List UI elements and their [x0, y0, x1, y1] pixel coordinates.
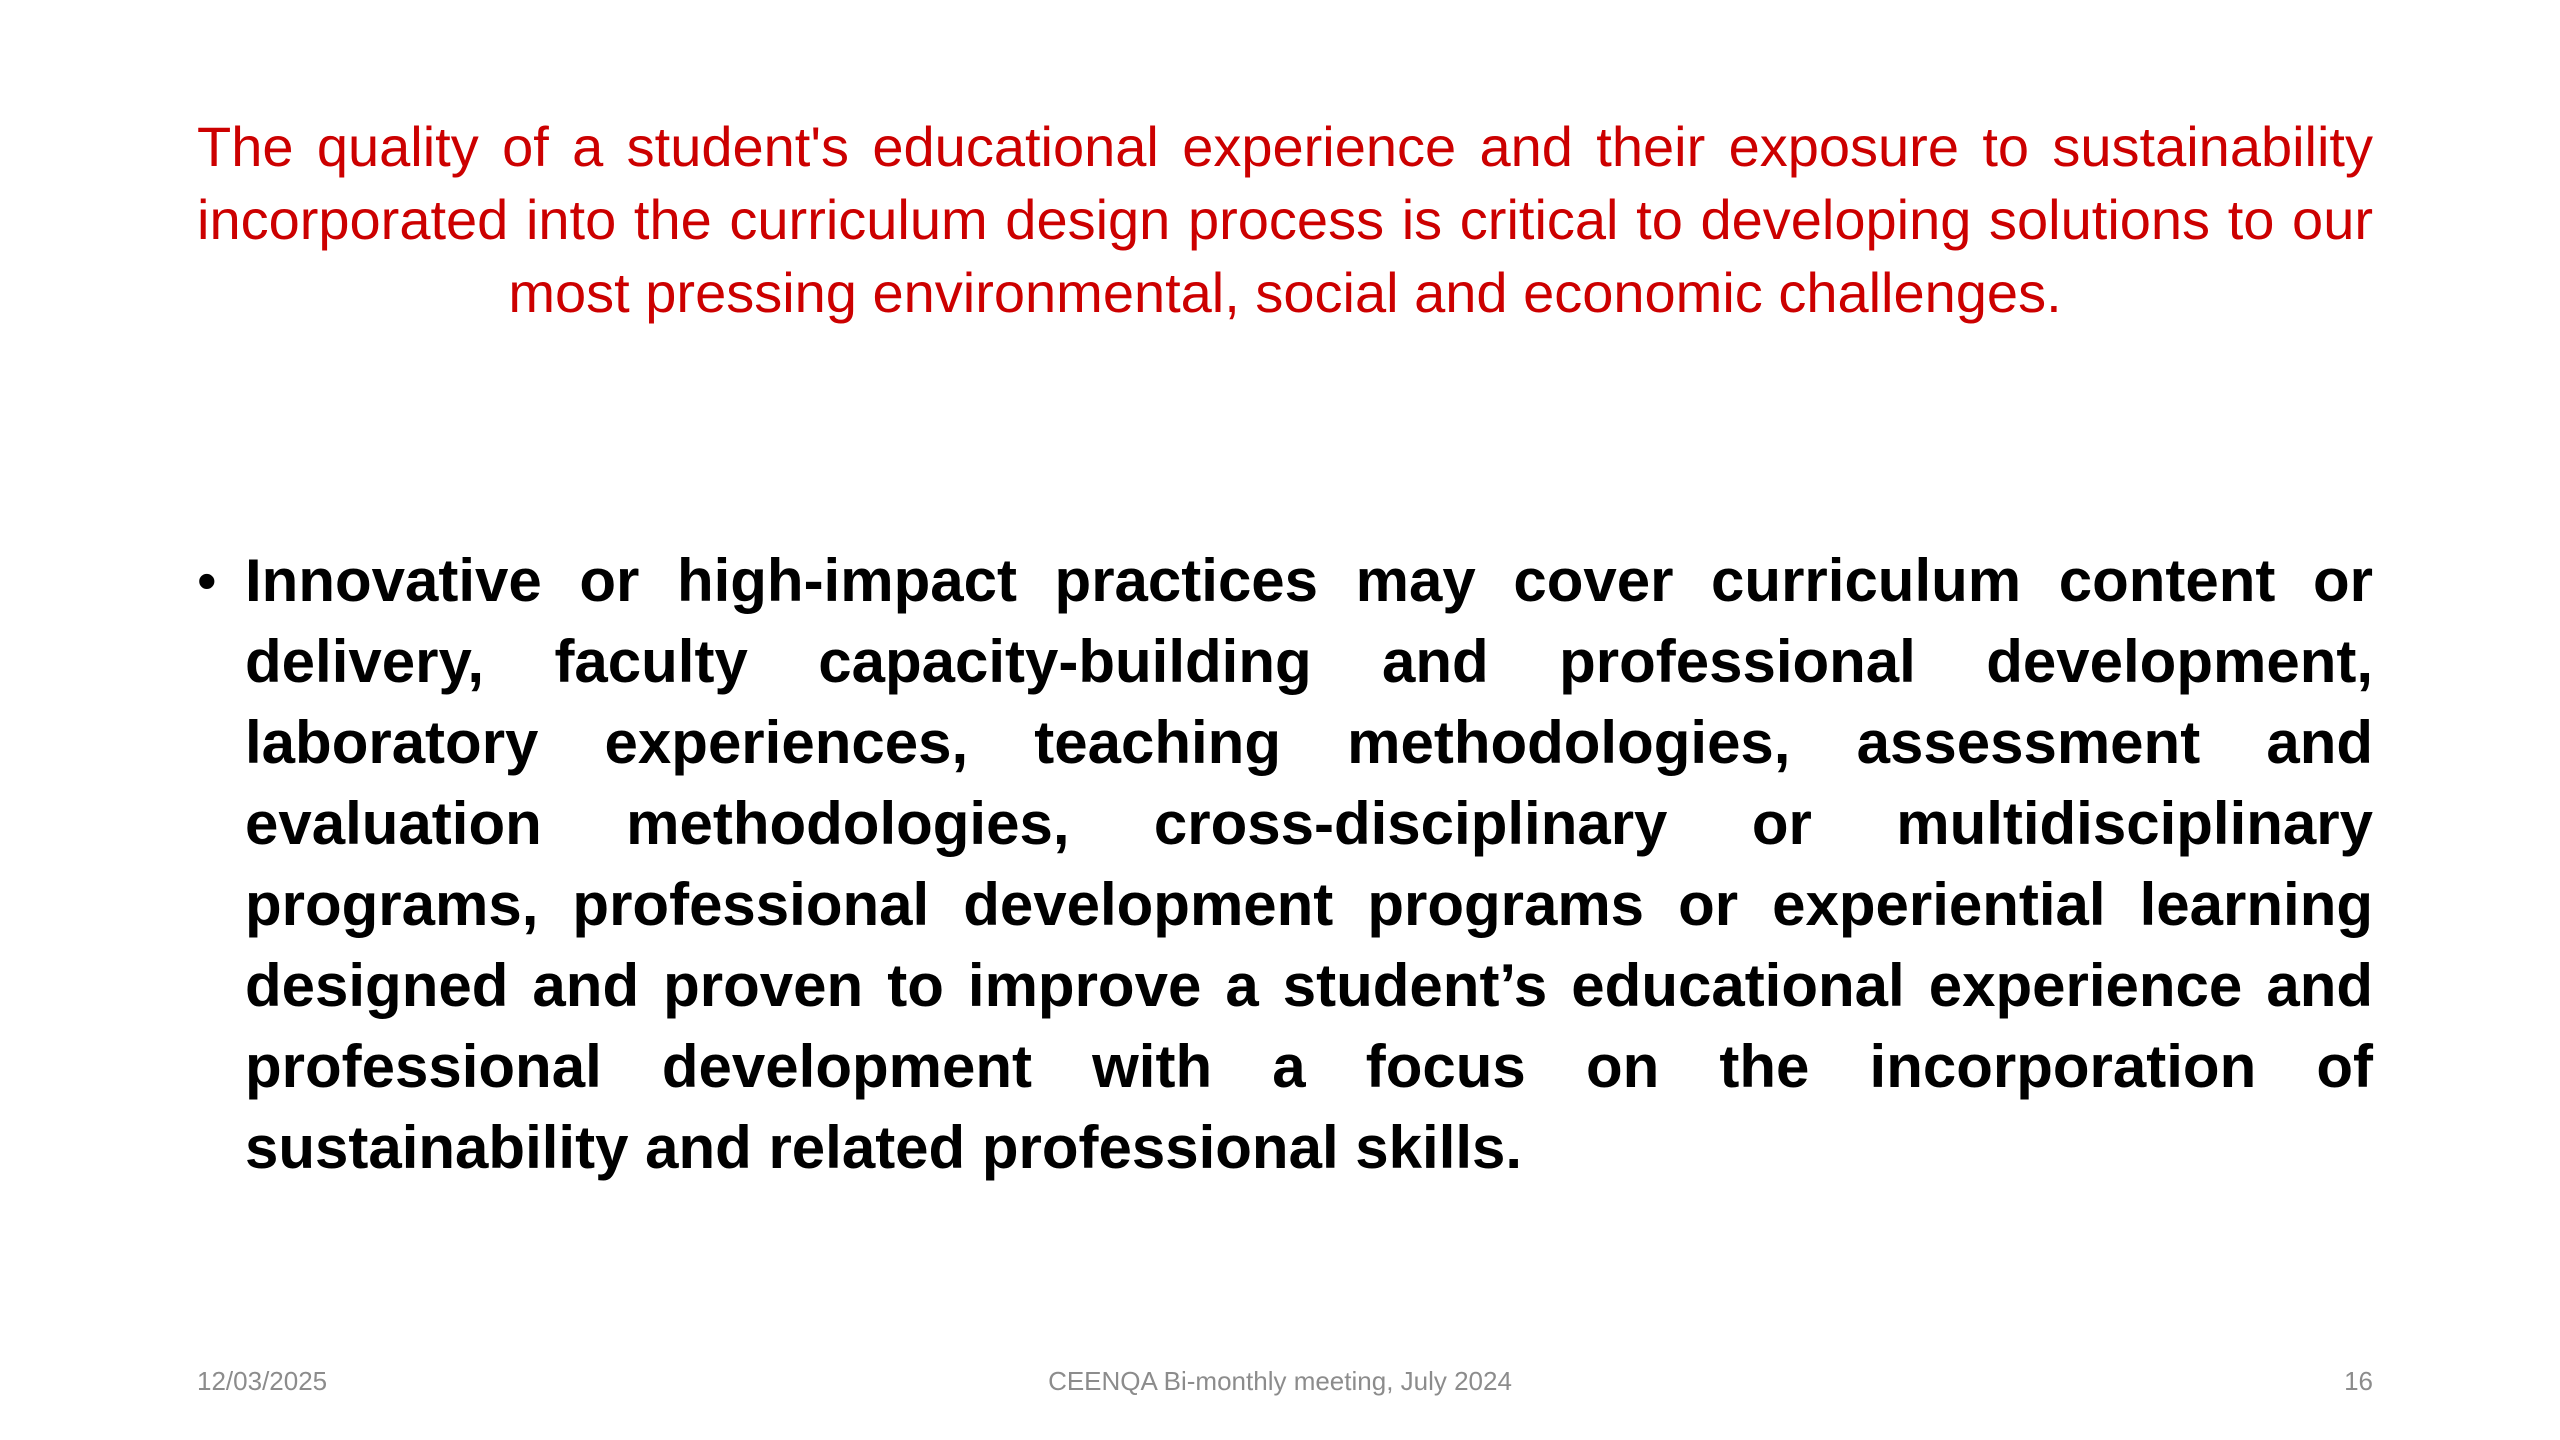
bullet-item — [197, 540, 2373, 1188]
bullet-list — [197, 540, 2373, 1188]
footer-date: 12/03/2025 — [197, 1366, 328, 1396]
footer-page-number: 16 — [2344, 1366, 2373, 1396]
bullet-marker: • — [197, 549, 217, 612]
slide-title: The quality of a student's educational experience and their exposure to sustainability incorporated into the curriculum design process is critical to developing solutions to our most pressing environmental, social and economic challenges. — [197, 115, 2373, 324]
bullet-text: Innovative or high-impact practices may cover curriculum content or delivery, faculty capacity-building and professional development, laboratory experiences, teaching methodologies, assessment and evaluation methodologies, cross-disciplinary or multidisciplinary programs, professional development programs or experiential learning designed and proven to improve a student’s educational experience and professional development with a focus on the incorporation of sustainability and related professional skills. — [245, 547, 2373, 1181]
footer-meeting-title: CEENQA Bi-monthly meeting, July 2024 — [1048, 1366, 1512, 1396]
